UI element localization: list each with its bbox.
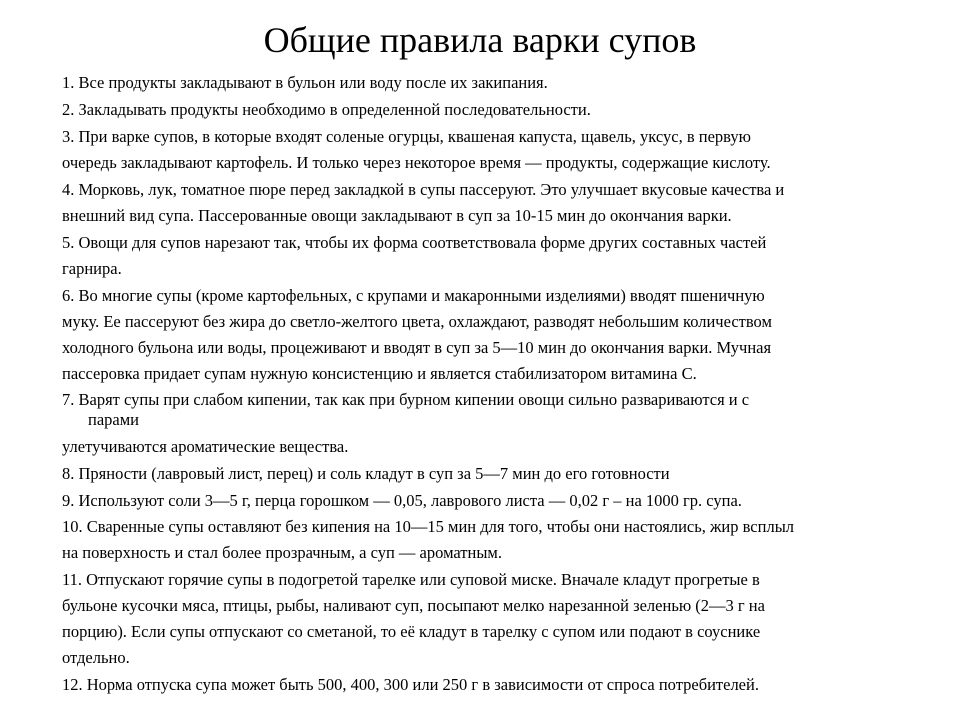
rule-line: бульоне кусочки мяса, птицы, рыбы, наливают суп, посыпают мелко нарезанной зеленью (2—3 г на [62,596,765,615]
rule-line: улетучиваются ароматические вещества. [62,437,349,456]
rule-line: очередь закладывают картофель. И только через некоторое время — продукты, содержащие кислоту. [62,153,771,172]
rule-line: пассеровка придает супам нужную консистенцию и является стабилизатором витамина С. [62,364,697,383]
rule-line: 7. Варят супы при слабом кипении, так как при бурном кипении овощи сильно развариваются и с [62,390,750,409]
page-title: Общие правила варки супов [263,20,697,60]
rule-line: парами [88,410,139,429]
rule-line: 9. Используют соли 3—5 г, перца горошком — 0,05, лаврового листа — 0,02 г – на 1000 гр. супа. [62,491,742,510]
rule-line: 11. Отпускают горячие супы в подогретой тарелке или суповой миске. Вначале кладут прогретые в [62,570,760,589]
rule-line: 1. Все продукты закладывают в бульон или воду после их закипания. [62,73,548,92]
rule-line: холодного бульона или воды, процеживают и вводят в суп за 5—10 мин до окончания варки. Мучная [62,338,772,357]
rule-line: порцию). Если супы отпускают со сметаной, то её кладут в тарелку с супом или подают в соуснике [62,622,761,641]
rule-line: 8. Пряности (лавровый лист, перец) и соль кладут в суп за 5—7 мин до его готовности [62,464,670,483]
rule-line: 4. Морковь, лук, томатное пюре перед закладкой в супы пассеруют. Это улучшает вкусовые качества и [62,180,785,199]
rule-line: 5. Овощи для супов нарезают так, чтобы их форма соответствовала форме других составных частей [62,233,767,252]
rule-line: 10. Сваренные супы оставляют без кипения на 10—15 мин для того, чтобы они настоялись, жир всплыл [62,517,795,536]
rule-line: 3. При варке супов, в которые входят соленые огурцы, квашеная капуста, щавель, уксус, в первую [62,127,751,146]
rule-line: внешний вид супа. Пассерованные овощи закладывают в суп за 10-15 мин до окончания варки. [62,206,732,225]
rule-line: муку. Ее пассеруют без жира до светло-желтого цвета, охлаждают, разводят небольшим количеством [62,312,772,331]
rule-line: 6. Во многие супы (кроме картофельных, с крупами и макаронными изделиями) вводят пшеничную [62,286,765,305]
rule-line: гарнира. [62,259,122,278]
rule-line: на поверхность и стал более прозрачным, а суп — ароматным. [62,543,502,562]
rule-line: 2. Закладывать продукты необходимо в определенной последовательности. [62,100,591,119]
rule-line: отдельно. [62,648,130,667]
rule-line: 12. Норма отпуска супа может быть 500, 400, 300 или 250 г в зависимости от спроса потребителей. [62,675,759,694]
